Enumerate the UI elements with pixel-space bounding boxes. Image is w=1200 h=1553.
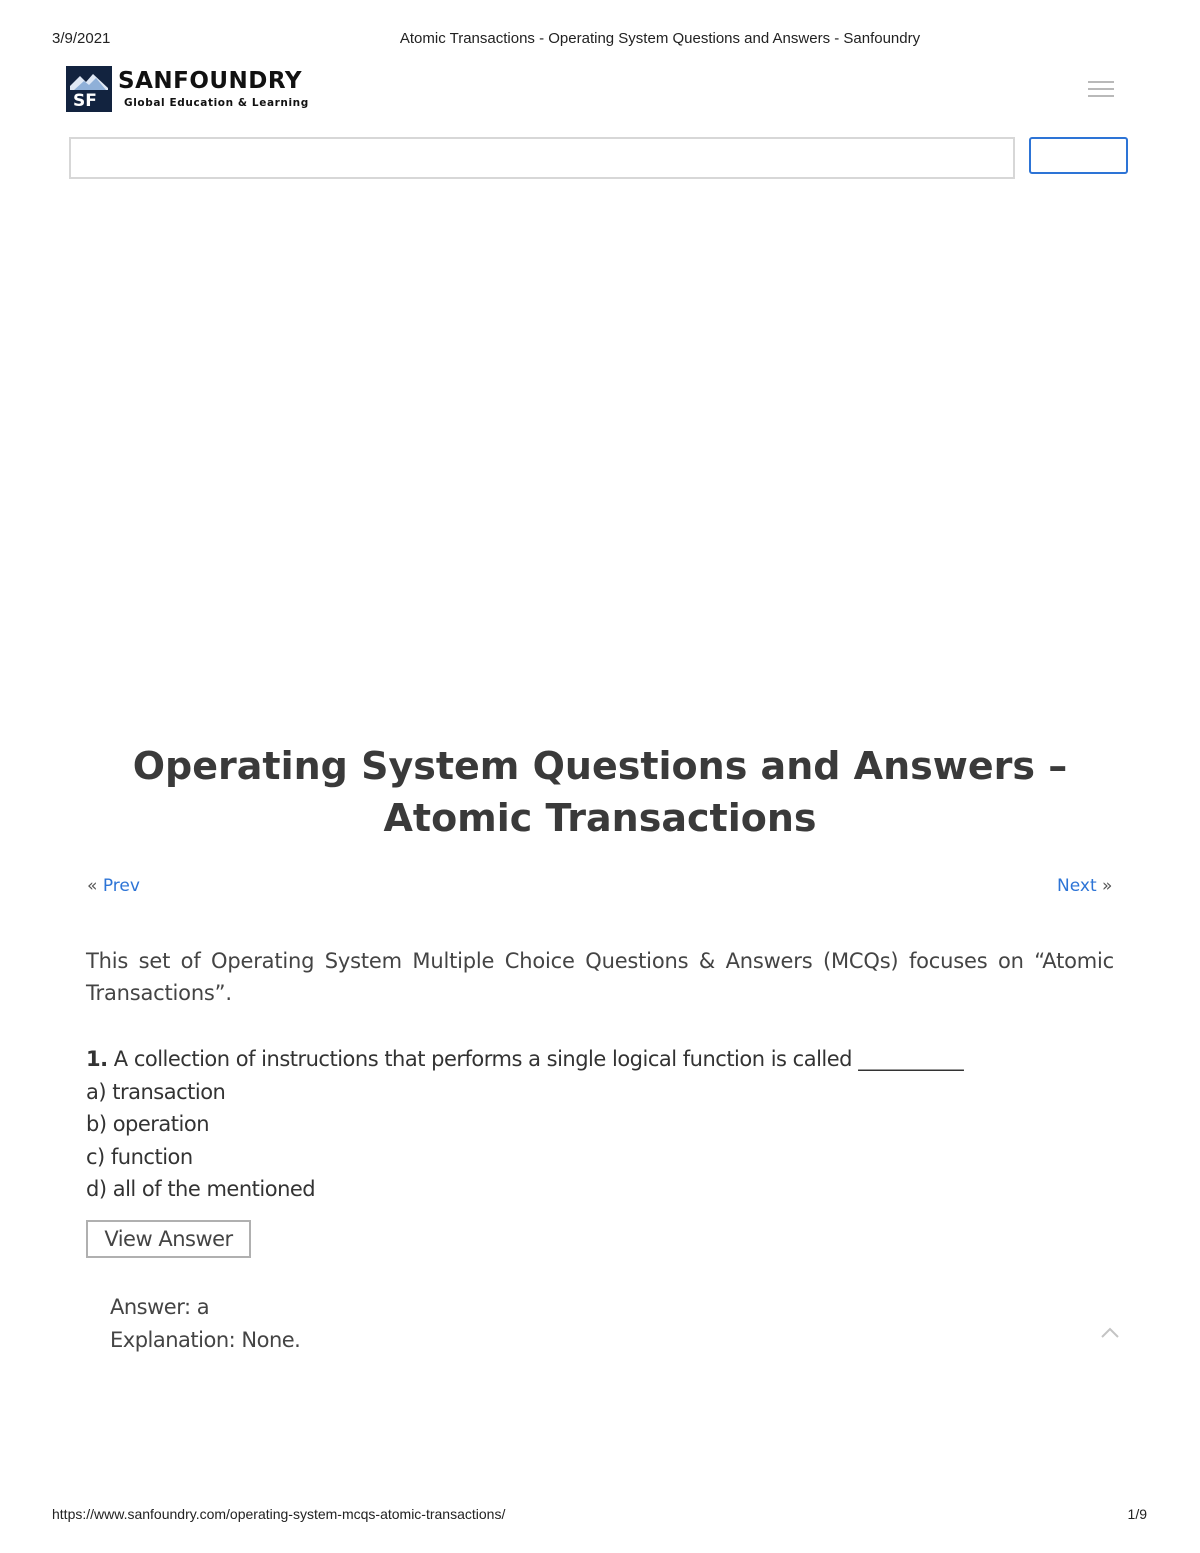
next-link[interactable]: Next [1057,876,1097,896]
question-prompt: A collection of instructions that performs a single logical function is called [113,1047,853,1071]
question-1 [86,1043,1114,1206]
prev-nav [87,876,140,896]
svg-text:SF: SF [73,91,97,111]
print-date: 3/9/2021 [52,30,111,47]
prev-arrow: « [87,876,98,896]
print-page-title: Atomic Transactions - Operating System Questions and Answers - Sanfoundry [399,30,921,47]
logo-tagline: Global Education & Learning [124,97,309,109]
prev-link[interactable]: Prev [102,876,140,896]
answer-block [110,1291,1010,1356]
page-title: Operating System Questions and Answers – Atomic Transactions [132,744,1068,840]
option-c: c) function [86,1144,193,1169]
print-page-number: 1/9 [1127,1506,1147,1522]
print-header [0,30,1200,48]
search-button[interactable] [1029,137,1128,174]
chevron-up-icon[interactable] [1100,1326,1120,1340]
hamburger-icon[interactable] [1088,80,1114,100]
question-text [86,1043,1114,1076]
answer-text: Answer: a [110,1295,210,1319]
option-a: a) transaction [86,1079,226,1104]
explanation-text: Explanation: None. [110,1327,301,1352]
next-arrow: » [1102,876,1113,896]
option-d: d) all of the mentioned [86,1177,316,1201]
option-b: b) operation [86,1112,210,1136]
question-blank: ___________ [858,1047,963,1071]
question-number: 1. [86,1047,108,1071]
logo-mark-icon [66,66,112,112]
next-nav [1057,876,1112,896]
view-answer-button[interactable]: View Answer [86,1220,251,1258]
site-logo[interactable] [66,66,316,116]
logo-name: SANFOUNDRY [118,68,303,94]
intro-paragraph: This set of Operating System Multiple Choice Questions & Answers (MCQs) focuses on “Atomic Transactions”. [86,949,1114,1005]
print-url: https://www.sanfoundry.com/operating-system-mcqs-atomic-transactions/ [52,1506,506,1522]
search-input[interactable] [69,137,1015,179]
